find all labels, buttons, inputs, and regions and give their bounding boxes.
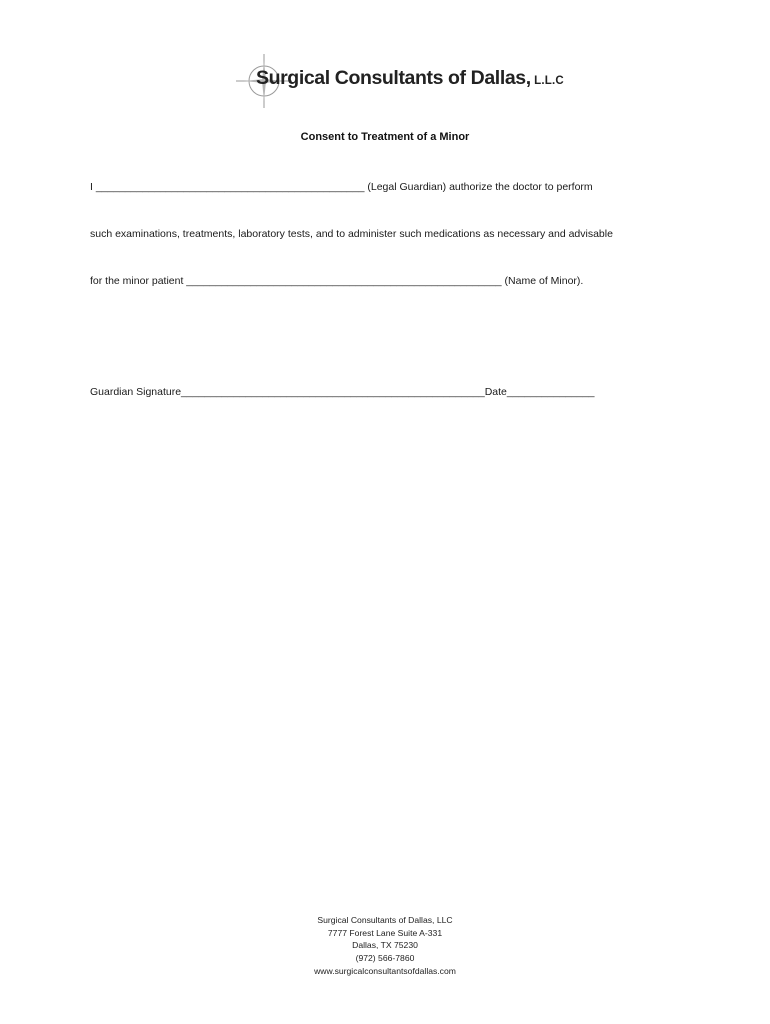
logo-wordmark — [256, 67, 564, 90]
footer-contact — [0, 914, 770, 978]
logo-name: Surgical Consultants of Dallas, — [256, 67, 531, 89]
footer-website: www.surgicalconsultantsofdallas.com — [314, 965, 456, 976]
footer-address: 7777 Forest Lane Suite A-331 — [327, 927, 443, 938]
treatment-scope-line: such examinations, treatments, laboratory tests, and to administer such medications as necessary and advisable — [90, 228, 613, 240]
footer-city: Dallas, TX 75230 — [352, 940, 418, 951]
logo-suffix: L.L.C — [530, 75, 564, 87]
form-title: Consent to Treatment of a Minor — [300, 131, 470, 143]
guardian-authorization-line: I ______________________________________________ (Legal Guardian) authorize the doctor to perform — [90, 181, 593, 193]
footer-company-name: Surgical Consultants of Dallas, LLC — [317, 915, 453, 925]
signature-date-line: Guardian Signature____________________________________________________Date_______________ — [90, 386, 595, 398]
footer-phone: (972) 566-7860 — [355, 953, 415, 964]
company-logo — [234, 52, 564, 110]
minor-name-line: for the minor patient ______________________________________________________ (Name of Minor). — [90, 275, 584, 287]
